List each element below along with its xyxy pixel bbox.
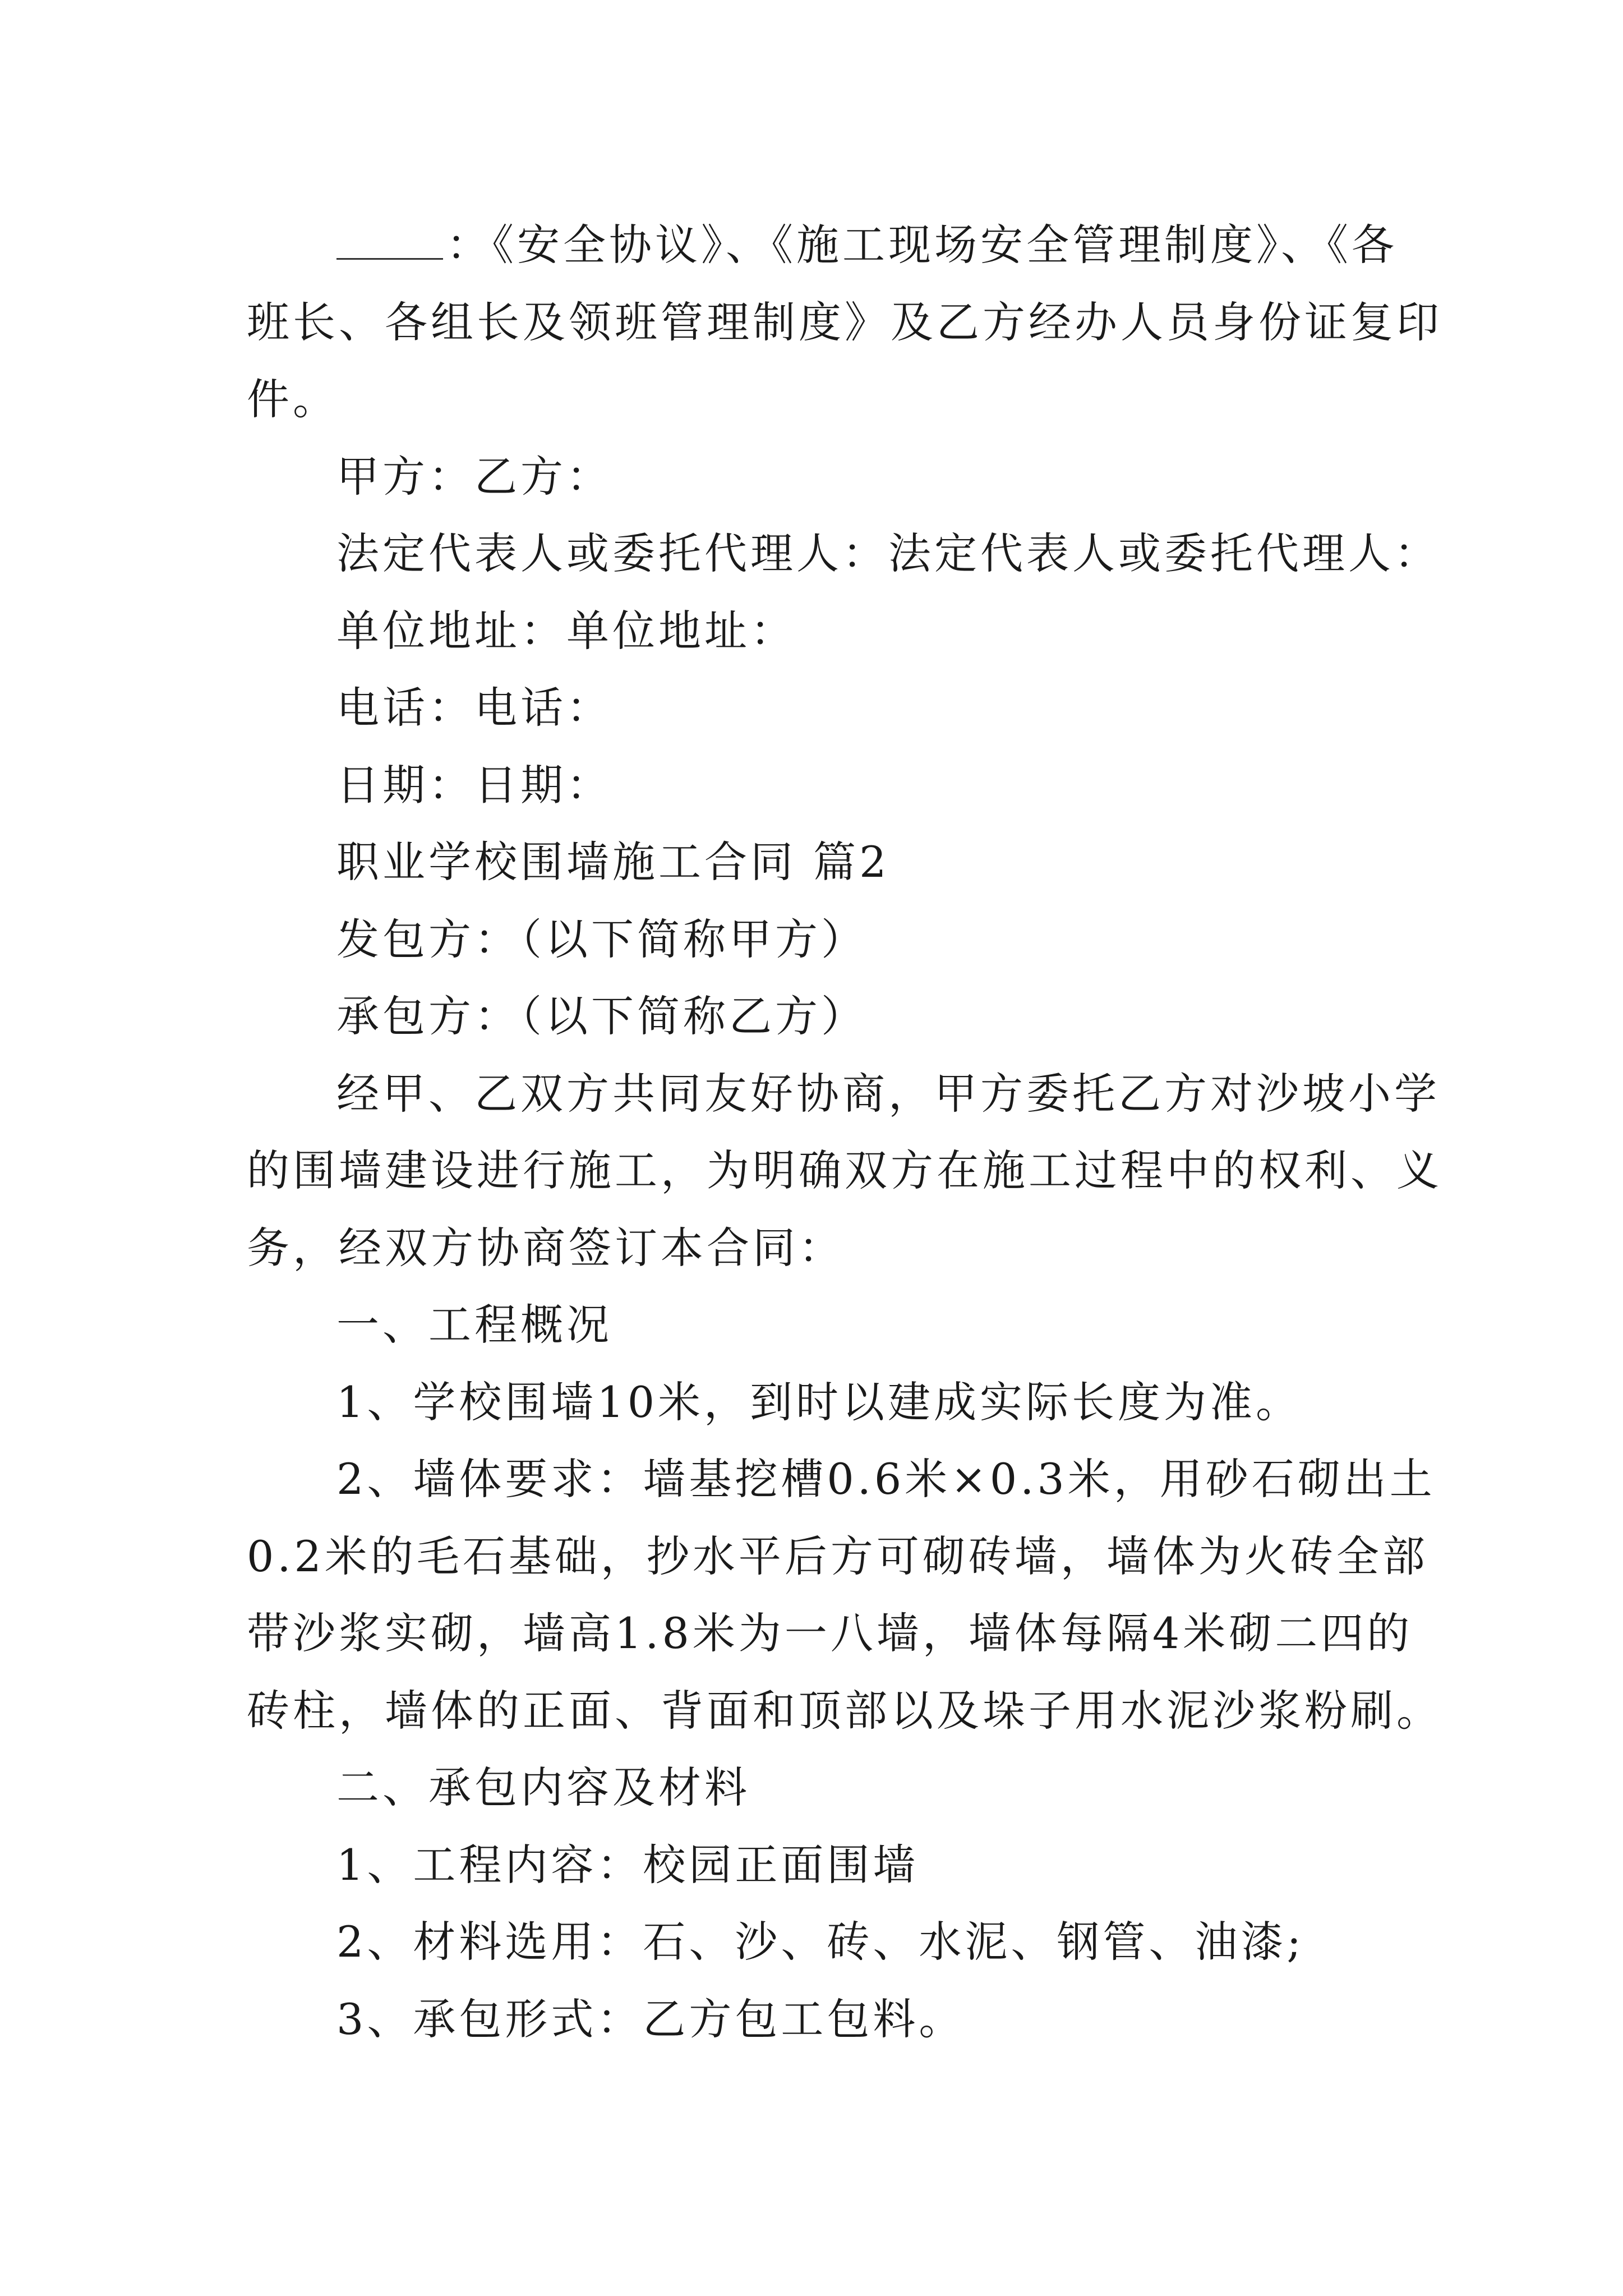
text-line: 1、学校围墙10米，到时以建成实际长度为准。 <box>336 1377 1302 1427</box>
text-line: 承包方：（以下简称乙方） <box>336 991 867 1041</box>
section-title: 职业学校围墙施工合同 篇2 <box>336 837 890 887</box>
text-line: 件。 <box>247 374 339 424</box>
text-line: ：《安全协议》、《施工现场安全管理制度》、《各 <box>336 217 1398 273</box>
signature-address-line: 单位地址：单位地址： <box>336 606 796 656</box>
text-line: 砖柱，墙体的正面、背面和顶部以及垛子用水泥沙浆粉刷。 <box>247 1686 1442 1736</box>
text-line: 的围墙建设进行施工，为明确双方在施工过程中的权利、义 <box>247 1145 1442 1195</box>
text-line: 2、材料选用：石、沙、砖、水泥、钢管、油漆; <box>336 1917 1304 1967</box>
text-line: 班长、各组长及领班管理制度》及乙方经办人员身份证复印 <box>247 297 1442 347</box>
text-line: 1、工程内容：校园正面围墙 <box>336 1840 919 1890</box>
fill-in-blank <box>336 223 443 260</box>
signature-date-line: 日期：日期： <box>336 760 612 810</box>
text-line: 0.2米的毛石基础，抄水平后方可砌砖墙，墙体为火砖全部 <box>247 1531 1428 1581</box>
signature-party-line: 甲方：乙方： <box>336 452 612 501</box>
text-line: 务，经双方协商签订本合同： <box>247 1223 845 1273</box>
text-line: 经甲、乙双方共同友好协商，甲方委托乙方对沙坡小学 <box>336 1069 1440 1119</box>
text-line: 2、墙体要求：墙基挖槽0.6米×0.3米，用砂石砌出土 <box>336 1454 1436 1504</box>
text-line: 发包方：（以下简称甲方） <box>336 914 867 964</box>
section-heading: 一、工程概况 <box>336 1300 612 1350</box>
signature-phone-line: 电话：电话： <box>336 683 612 733</box>
signature-representative-line: 法定代表人或委托代理人：法定代表人或委托代理人： <box>336 528 1440 578</box>
text-line: 带沙浆实砌，墙高1.8米为一八墙，墙体每隔4米砌二四的 <box>247 1608 1413 1658</box>
section-heading: 二、承包内容及材料 <box>336 1763 750 1812</box>
text-line: 3、承包形式：乙方包工包料。 <box>336 1994 965 2044</box>
